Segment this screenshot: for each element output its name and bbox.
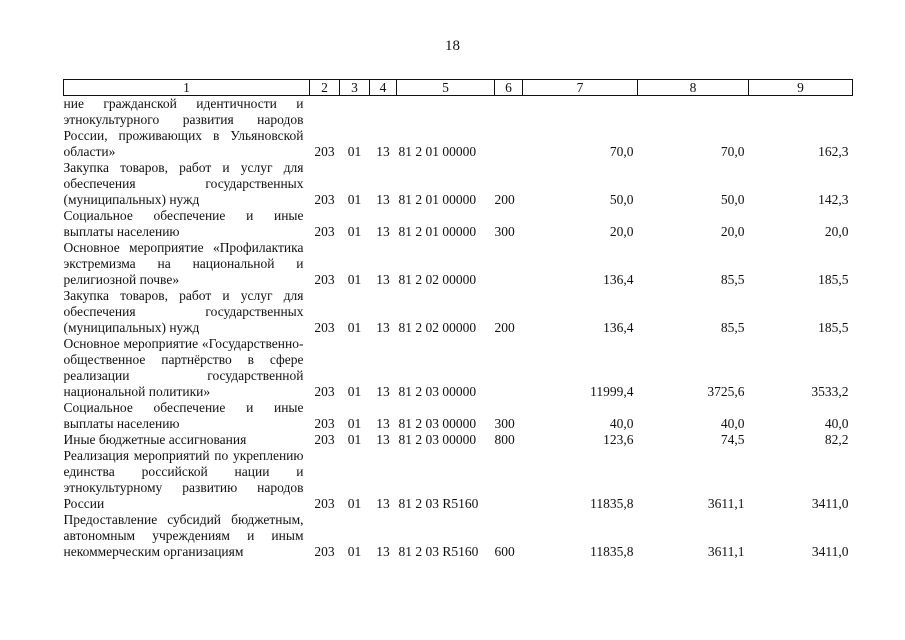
cell-col-7: 123,6	[603, 432, 634, 447]
cell-col-6: 600	[494, 544, 515, 559]
column-header-7: 7	[523, 80, 638, 96]
cell-col-6	[495, 240, 523, 288]
table-row	[64, 400, 853, 432]
cell-col-5: 81 2 03 R5160	[398, 544, 479, 559]
cell-col-8: 74,5	[720, 432, 745, 447]
row-name: Основное мероприятие «Государственно-общественное партнёрство в сфере реализации государственной национальной политики»	[63, 336, 304, 399]
cell-col-3: 01	[347, 544, 362, 559]
cell-col-5: 81 2 01 00000	[398, 192, 477, 207]
row-name: Предоставление субсидий бюджетным, автономным учреждениям и иным некоммерческим организациям	[63, 512, 304, 559]
cell-col-4: 13	[376, 192, 390, 207]
table-row	[64, 336, 853, 400]
cell-col-7: 20,0	[609, 224, 634, 239]
cell-col-7: 11835,8	[590, 544, 634, 559]
cell-col-9: 3411,0	[811, 544, 849, 559]
table-row	[64, 432, 853, 448]
cell-col-7: 70,0	[609, 144, 634, 159]
cell-col-8: 3611,1	[707, 544, 745, 559]
cell-col-6: 300	[494, 224, 515, 239]
cell-col-7: 11999,4	[590, 384, 634, 399]
table-row	[64, 448, 853, 512]
cell-col-2: 203	[314, 144, 335, 159]
cell-col-2: 203	[314, 192, 335, 207]
cell-col-6: 300	[494, 416, 515, 431]
column-header-5: 5	[397, 80, 495, 96]
cell-col-5: 81 2 03 R5160	[398, 496, 479, 511]
cell-col-8: 20,0	[720, 224, 745, 239]
cell-col-2: 203	[314, 496, 335, 511]
row-name: ние гражданской идентичности и этнокультурного развития народов России, проживающих в Ульяновской области»	[63, 96, 304, 159]
cell-col-3: 01	[347, 432, 362, 447]
cell-col-6	[495, 336, 523, 400]
cell-col-2: 203	[314, 272, 335, 287]
column-header-1: 1	[64, 80, 310, 96]
cell-col-5: 81 2 03 00000	[398, 432, 477, 447]
row-name: Социальное обеспечение и иные выплаты населению	[63, 400, 304, 431]
row-name: Реализация мероприятий по укреплению единства российской нации и этнокультурному развитию народов России	[63, 448, 304, 511]
cell-col-4: 13	[376, 320, 390, 335]
cell-col-5: 81 2 01 00000	[398, 144, 477, 159]
cell-col-9: 3411,0	[811, 496, 849, 511]
column-header-4: 4	[370, 80, 397, 96]
table-row	[64, 208, 853, 240]
cell-col-8: 85,5	[720, 272, 745, 287]
row-name: Основное мероприятие «Профилактика экстремизма на национальной и религиозной почве»	[63, 240, 304, 287]
cell-col-9: 3533,2	[811, 384, 849, 399]
cell-col-2: 203	[314, 432, 335, 447]
cell-col-6: 200	[494, 192, 515, 207]
cell-col-4: 13	[376, 384, 390, 399]
cell-col-7: 136,4	[603, 320, 634, 335]
cell-col-7: 40,0	[609, 416, 634, 431]
page-number: 18	[445, 38, 460, 54]
cell-col-7: 136,4	[603, 272, 634, 287]
row-name: Социальное обеспечение и иные выплаты населению	[63, 208, 304, 239]
cell-col-9: 162,3	[818, 144, 849, 159]
cell-col-9: 185,5	[818, 272, 849, 287]
table-row	[64, 288, 853, 336]
cell-col-2: 203	[314, 544, 335, 559]
table-row	[64, 160, 853, 208]
cell-col-5: 81 2 03 00000	[398, 416, 477, 431]
cell-col-4: 13	[376, 432, 390, 447]
column-header-3: 3	[340, 80, 370, 96]
row-name: Иные бюджетные ассигнования	[63, 432, 247, 447]
cell-col-2: 203	[314, 384, 335, 399]
cell-col-3: 01	[347, 272, 362, 287]
cell-col-3: 01	[347, 496, 362, 511]
budget-table	[63, 79, 853, 560]
cell-col-7: 11835,8	[590, 496, 634, 511]
cell-col-6: 200	[494, 320, 515, 335]
column-header-2: 2	[310, 80, 340, 96]
cell-col-8: 3725,6	[707, 384, 745, 399]
cell-col-9: 142,3	[818, 192, 849, 207]
cell-col-4: 13	[376, 224, 390, 239]
cell-col-5: 81 2 03 00000	[398, 384, 477, 399]
cell-col-4: 13	[376, 144, 390, 159]
table-row	[64, 240, 853, 288]
cell-col-9: 185,5	[818, 320, 849, 335]
cell-col-6	[495, 96, 523, 161]
cell-col-5: 81 2 01 00000	[398, 224, 477, 239]
cell-col-2: 203	[314, 224, 335, 239]
cell-col-2: 203	[314, 320, 335, 335]
cell-col-8: 3611,1	[707, 496, 745, 511]
cell-col-3: 01	[347, 192, 362, 207]
cell-col-7: 50,0	[609, 192, 634, 207]
cell-col-8: 40,0	[720, 416, 745, 431]
cell-col-8: 50,0	[720, 192, 745, 207]
cell-col-9: 20,0	[824, 224, 849, 239]
row-name: Закупка товаров, работ и услуг для обеспечения государственных (муниципальных) нужд	[63, 288, 304, 335]
cell-col-5: 81 2 02 00000	[398, 272, 477, 287]
cell-col-4: 13	[376, 496, 390, 511]
column-header-6: 6	[495, 80, 523, 96]
cell-col-8: 70,0	[720, 144, 745, 159]
cell-col-6: 800	[494, 432, 515, 447]
cell-col-8: 85,5	[720, 320, 745, 335]
cell-col-3: 01	[347, 320, 362, 335]
cell-col-3: 01	[347, 416, 362, 431]
cell-col-2: 203	[314, 416, 335, 431]
table-row	[64, 512, 853, 560]
cell-col-9: 82,2	[824, 432, 849, 447]
row-name: Закупка товаров, работ и услуг для обеспечения государственных (муниципальных) нужд	[63, 160, 304, 207]
column-header-9: 9	[749, 80, 853, 96]
cell-col-4: 13	[376, 416, 390, 431]
cell-col-6	[495, 448, 523, 512]
cell-col-4: 13	[376, 544, 390, 559]
cell-col-9: 40,0	[824, 416, 849, 431]
header-row	[64, 80, 853, 96]
table-row	[64, 96, 853, 161]
cell-col-3: 01	[347, 224, 362, 239]
cell-col-3: 01	[347, 384, 362, 399]
cell-col-5: 81 2 02 00000	[398, 320, 477, 335]
column-header-8: 8	[638, 80, 749, 96]
cell-col-4: 13	[376, 272, 390, 287]
cell-col-3: 01	[347, 144, 362, 159]
